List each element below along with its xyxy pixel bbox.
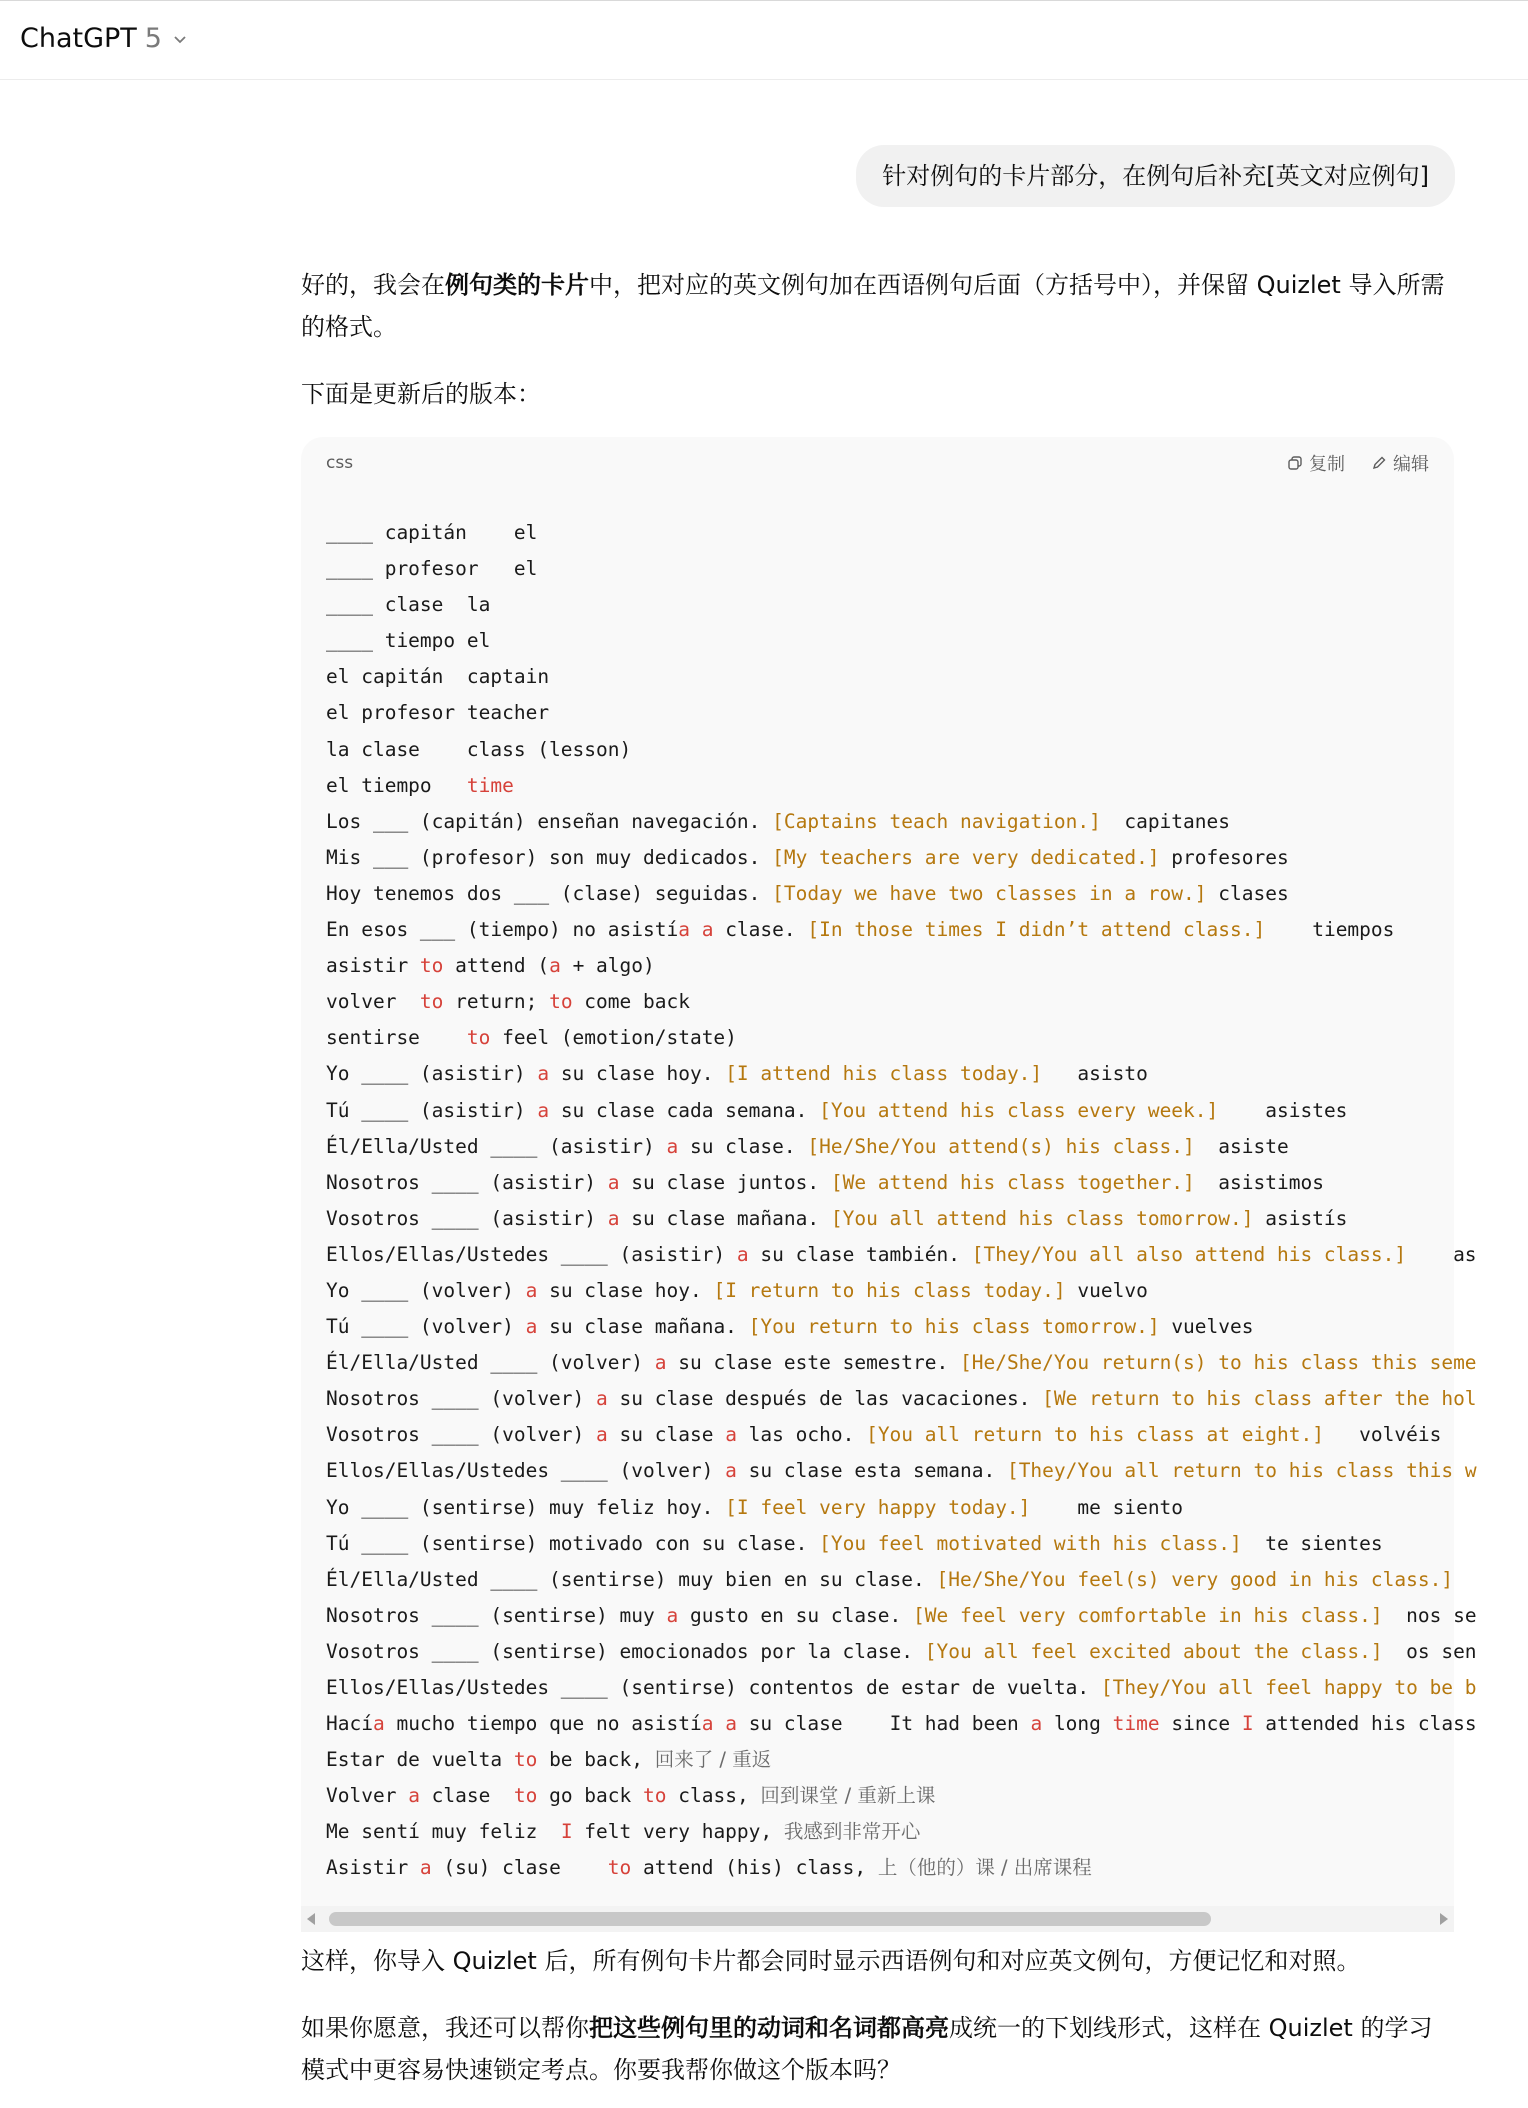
assistant-lead: 下面是更新后的版本： [301,380,541,408]
code-line: Yo ____ (asistir) a su clase hoy. [I attend his class today.] asisto [326,1062,1148,1086]
code-line: Hacía mucho tiempo que no asistía a su clase It had been a long time since I attended his class [326,1712,1477,1736]
code-line: Volver a clase to go back to class, 回到课堂 / 重新上课 [326,1784,936,1808]
scrollbar-thumb[interactable] [329,1912,1211,1926]
user-message: 针对例句的卡片部分，在例句后补充[英文对应例句] [856,145,1455,207]
code-line: Yo ____ (volver) a su clase hoy. [I return to his class today.] vuelvo [326,1278,1148,1302]
code-line: Mis ___ (profesor) son muy dedicados. [My teachers are very dedicated.] profesores [326,845,1289,869]
code-line: Tú ____ (sentirse) motivado con su clase. [You feel motivated with his class.] te sientes [326,1531,1383,1555]
code-line: el tiempo time [326,773,514,797]
code-line: sentirse to feel (emotion/state) [326,1026,737,1050]
model-selector[interactable] [20,23,188,54]
code-line: Yo ____ (sentirse) muy feliz hoy. [I feel very happy today.] me siento [326,1495,1184,1519]
code-line: Ellos/Ellas/Ustedes ____ (asistir) a su clase también. [They/You all also attend his class.] as [326,1242,1477,1266]
code-line: Tú ____ (volver) a su clase mañana. [You return to his class tomorrow.] vuelves [326,1315,1254,1339]
code-line: Vosotros ____ (asistir) a su clase mañana. [You all attend his class tomorrow.] asistís [326,1206,1348,1230]
code-line: Vosotros ____ (volver) a su clase a las ocho. [You all return to his class at eight.] volvéis [326,1423,1442,1447]
code-block [301,437,1477,1932]
code-line: Tú ____ (asistir) a su clase cada semana. [You attend his class every week.] asistes [326,1098,1348,1122]
code-actions [1287,450,1429,476]
model-version: 5 [144,23,162,54]
code-line: Hoy tenemos dos ___ (clase) seguidas. [Today we have two classes in a row.] clases [326,881,1289,905]
code-line: Él/Ella/Usted ____ (volver) a su clase este semestre. [He/She/You return(s) to his class this seme [326,1351,1477,1375]
code-line: el profesor teacher [326,701,550,725]
code-line: ____ tiempo el [326,629,491,653]
code-line: Él/Ella/Usted ____ (asistir) a su clase. [He/She/You attend(s) his class.] asiste [326,1134,1289,1158]
code-line: el capitán captain [326,665,550,689]
code-language: css [326,453,354,473]
code-line: ____ profesor el [326,557,538,581]
code-content [326,515,1477,1887]
app-name: ChatGPT [20,23,137,54]
code-line: Ellos/Ellas/Ustedes ____ (sentirse) contentos de estar de vuelta. [They/You all feel happy to be b [326,1676,1477,1699]
code-line: Estar de vuelta to be back, 回来了 / 重返 [326,1748,772,1772]
code-line: Nosotros ____ (sentirse) muy a gusto en su clase. [We feel very comfortable in his class.] nos se [326,1603,1477,1627]
code-line: Ellos/Ellas/Ustedes ____ (volver) a su clase esta semana. [They/You all return to his class this w [326,1459,1477,1483]
code-line: En esos ___ (tiempo) no asistía a clase. [In those times I didn’t attend class.] tiempos [326,918,1395,942]
edit-button[interactable]: 编辑 [1371,450,1429,476]
header [0,1,1528,80]
chevron-down-icon [172,31,188,47]
assistant-outro: 这样，你导入 Quizlet 后，所有例句卡片都会同时显示西语例句和对应英文例句，方便记忆和对照。 [301,1947,1361,1975]
assistant-offer: 如果你愿意，我还可以帮你把这些例句里的动词和名词都高亮成统一的下划线形式，这样在 Quizlet 的学习模式中更容易快速锁定考点。你要我帮你做这个版本吗？ [301,2014,1433,2084]
copy-button[interactable]: 复制 [1287,450,1345,476]
code-line: ____ capitán el [326,521,538,544]
code-line: volver to return; to come back [326,990,690,1014]
code-line: Nosotros ____ (volver) a su clase después de las vacaciones. [We return to his class after the hol [326,1387,1477,1411]
pencil-icon [1371,455,1387,471]
code-line: Él/Ella/Usted ____ (sentirse) muy bien en su clase. [He/She/You feel(s) very good in his class.] [326,1567,1454,1591]
scroll-left-icon[interactable] [307,1913,315,1925]
code-line: Nosotros ____ (asistir) a su clase juntos. [We attend his class together.] asistimos [326,1170,1324,1194]
code-line: ____ clase la [326,593,491,617]
code-line: Me sentí muy feliz I felt very happy, 我感到非常开心 [326,1820,921,1844]
code-line: Asistir a (su) clase to attend (his) class, 上（他的）课 / 出席课程 [326,1856,1092,1880]
code-line: Los ___ (capitán) enseñan navegación. [Captains teach navigation.] capitanes [326,809,1230,833]
copy-icon [1287,455,1303,471]
code-line: asistir to attend (a + algo) [326,954,655,978]
code-line: la clase class (lesson) [326,737,632,761]
horizontal-scrollbar[interactable] [301,1906,1454,1932]
code-line: Vosotros ____ (sentirse) emocionados por la clase. [You all feel excited about the class.] os sen [326,1639,1477,1663]
assistant-intro: 好的，我会在例句类的卡片中，把对应的英文例句加在西语例句后面（方括号中），并保留 Quizlet 导入所需的格式。 [301,271,1445,341]
scroll-right-icon[interactable] [1440,1913,1448,1925]
